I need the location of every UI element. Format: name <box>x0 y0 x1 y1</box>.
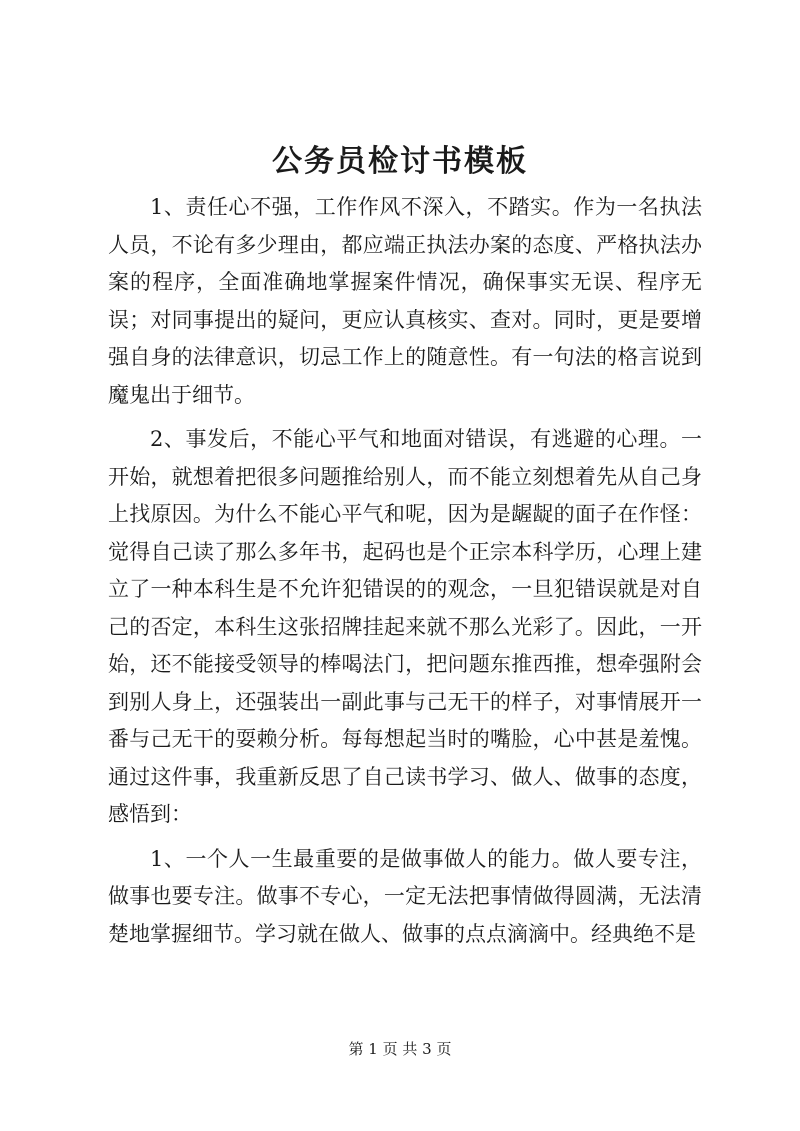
paragraph: 1、责任心不强，工作作风不深入，不踏实。作为一名执法人员，不论有多少理由，都应端正执法办案的态度、严格执法办案的程序，全面准确地掌握案件情况，确保事实无误、程序无误；对同事提出的疑问，更应认真核实、查对。同时，更是要增强自身的法律意识，切忌工作上的随意性。有一句法的格言说到魔鬼出于细节。 <box>108 195 702 407</box>
document-title: 公务员检讨书模板 <box>272 144 528 179</box>
page-footer: 第 1 页 共 3 页 <box>348 1040 452 1058</box>
document-body <box>108 189 702 960</box>
paragraph: 1、一个人一生最重要的是做事做人的能力。做人要专注，做事也要专注。做事不专心，一定无法把事情做得圆满，无法清楚地掌握细节。学习就在做人、做事的点点滴滴中。经典绝不是 <box>108 846 702 946</box>
paragraph: 2、事发后，不能心平气和地面对错误，有逃避的心理。一开始，就想着把很多问题推给别人，而不能立刻想着先从自己身上找原因。为什么不能心平气和呢，因为是龌龊的面子在作怪：觉得自己读了那么多年书，起码也是个正宗本科学历，心理上建立了一种本科生是不允许犯错误的的观念，一旦犯错误就是对自己的否定，本科生这张招牌挂起来就不那么光彩了。因此，一开始，还不能接受领导的棒喝法门，把问题东推西推，想牵强附会到别人身上，还强装出一副此事与己无干的样子，对事情展开一番与己无干的耍赖分析。每每想起当时的嘴脸，心中甚是羞愧。通过这件事，我重新反思了自己读书学习、做人、做事的态度，感悟到： <box>108 427 702 826</box>
